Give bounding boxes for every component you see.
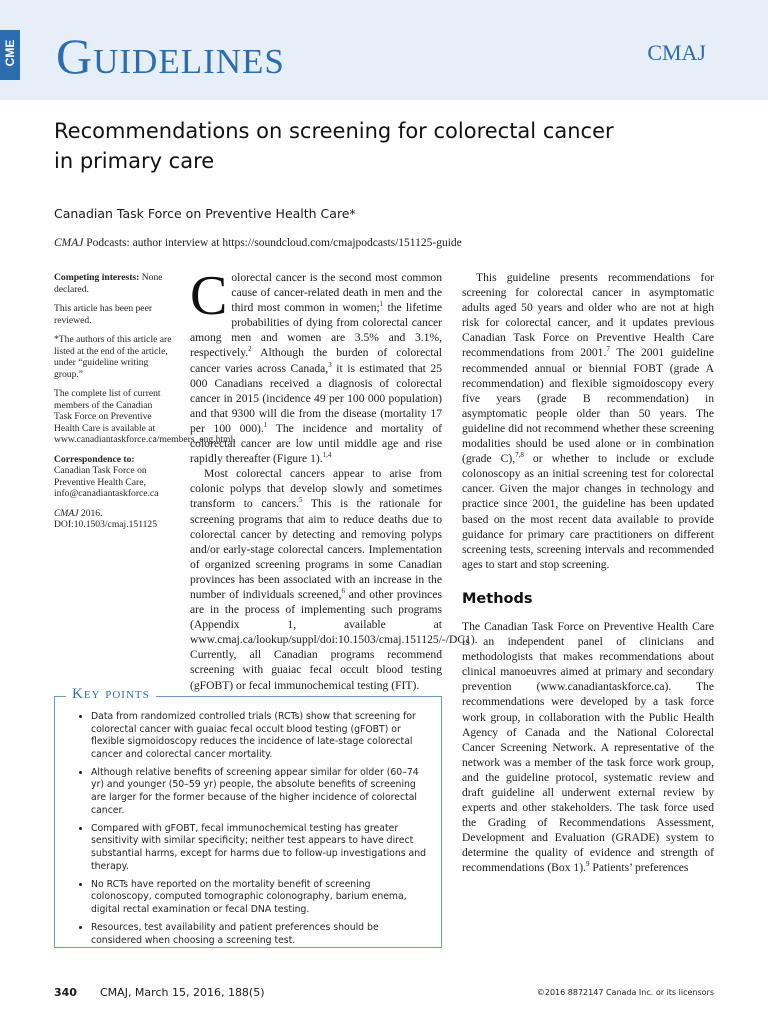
podcast-link-text[interactable]: Podcasts: author interview at https://soundcloud.com/cmajpodcasts/151125-guide [83,237,462,249]
doi: CMAJ 2016. DOI:10.1503/cmaj.151125 [54,507,158,530]
body-paragraph-2: Most colorectal cancers appear to arise from colonic polyps that develop slowly and sometimes transform to cancers.$^5$ This is the rationale for screening programs that aim to reduce deaths due to colorectal cancer by detecting and removing polyps and/or early-stage colorectal cancers. Implementation of organized screening programs in some Canadian provinces has been associated with an increase in the number of individuals screened,$^6$ and other provinces are in the process of implementing such programs (Appendix 1, available at www.cmaj.ca/lookup/suppl/doi:10.1503/cmaj.151125/-/DC1). Currently, all Canadian programs recommend screening with guaiac fecal occult blood testing (gFOBT) or fecal immunochemical testing (FIT). [190,467,478,692]
podcast-note [54,237,462,249]
correspondence-label: Correspondence to: [54,453,135,465]
footer-copyright: ©2016 8872147 Canada Inc. or its licensors [536,988,714,997]
footer-citation: CMAJ, March 15, 2016, 188(5) [100,986,265,999]
body-paragraph-4: The Canadian Task Force on Preventive Health Care is an independent panel of clinicians and methodologists that makes recommendations about clinical manoeuvres aimed at primary and secondary prevention (www.canadiantaskforce.ca). The recommendations were developed by a task force work group, in collaboration with the Public Health Agency of Canada and the National Colorectal Cancer Screening Network. A representative of the network was a member of the task force work group, and the guideline protocol, systematic review and draft guideline all underwent external review by experts and other stakeholders. The task force used the Grading of Recommendations Assessment, Development and Evaluation (GRADE) system to determine the quality of evidence and strength of recommendations (Box 1).$^9$ Patients’ preferences [462,619,714,875]
title-line-2: in primary care [54,149,215,173]
key-point-item: • Although relative benefits of screening appear similar for older (60–74 yr) and younger (50–59 yr) people, the absolute benefits of screening are larger for the former because of the higher incidence of colorectal cancer. [91,767,431,817]
title-line-1: Recommendations on screening for colorectal cancer [54,119,614,143]
podcast-journal: CMAJ [54,237,84,249]
authors-note: *The authors of this article are listed at the end of the article, under “guideline writing group.” [54,334,172,380]
correspondence-email[interactable]: info@canadiantaskforce.ca [54,488,159,499]
key-point-item: • Data from randomized controlled trials (RCTs) show that screening for colorectal cancer with guaiac fecal occult blood testing (gFOBT) or flexible sigmoidoscopy reduces the incidence of late-stage colorectal cancer and colorectal cancer mortality. [91,711,431,761]
article-authors: Canadian Task Force on Preventive Health Care* [54,206,356,221]
body-column-right [462,270,714,876]
key-points-title: Key points [66,686,156,703]
members-note: The complete list of current members of the Canadian Task Force on Preventive Health Care is available at www.canadiantaskforce.ca/members_eng.html. [54,388,236,445]
cme-label: CME [3,39,17,67]
drop-cap: C [190,265,228,327]
key-points-list [55,697,441,947]
side-notes [54,272,236,539]
methods-heading: Methods [462,590,533,607]
article-title [54,116,694,176]
competing-interests: Competing interests: None declared. [54,272,163,295]
journal-logo: CMAJ [647,40,706,65]
key-point-item: • Compared with gFOBT, fecal immunochemical testing has greater sensitivity with similar specificity; neither test appears to have direct substantial harms, except for harms due to follow-up investigations and therapy. [91,823,431,873]
key-points-box [54,696,442,948]
key-point-item: • No RCTs have reported on the mortality benefit of screening colonoscopy, computed tomographic colonography, barium enema, digital rectal examination or fecal DNA testing. [91,879,431,917]
peer-review-note: This article has been peer reviewed. [54,303,153,326]
body-paragraph-3: This guideline presents recommendations for screening for colorectal cancer in asymptomatic adults aged 50 years and older who are not at high risk for colorectal cancer, and it updates previous Canadian Task Force on Preventive Health Care recommendations from 2001.$^7$ The 2001 guideline recommended annual or biennial FOBT (grade A recommendation) and flexible sigmoidoscopy every five years (grade B recommendation) in asymptomatic people older than 50 years. The guideline did not recommend whether these screening modalities should be used alone or in combination (grade C),$^{7,8}$ or whether to include or exclude colonoscopy as an initial screening test for colorectal cancer. Given the major changes in technology and practice since 2001, the guideline has been updated based on the most recent data available to provide guidance for primary care practitioners on different screening tests, screening intervals and recommended ages to start and stop screening. [462,271,715,571]
body-column-middle [190,265,478,693]
key-point-item: • Resources, test availability and patient preferences should be considered when choosing a screening test. [91,922,431,947]
page-number: 340 [54,986,77,999]
section-heading: Guidelines [56,28,285,84]
correspondence: Correspondence to: Canadian Task Force on Preventive Health Care, info@canadiantaskforce.ca [54,453,159,499]
body-paragraph-1: Colorectal cancer is the second most common cause of cancer-related death in men and the third most common in women;$^1$ the lifetime probabilities of dying from colorectal cancer among men and women are 3.5% and 3.1%, respectively.$^2$ Although the burden of colorectal cancer varies across Canada,$^3$ it is estimated that 25 000 Canadians received a diagnosis of colorectal cancer in 2015 (incidence 49 per 100 000 population) and that 9300 will die from the disease (mortality 17 per 100 000).$^1$ The incidence and mortality of colorectal cancer are low until middle age and rise rapidly thereafter (Figure 1).$^{1,4}$ [190,265,442,466]
